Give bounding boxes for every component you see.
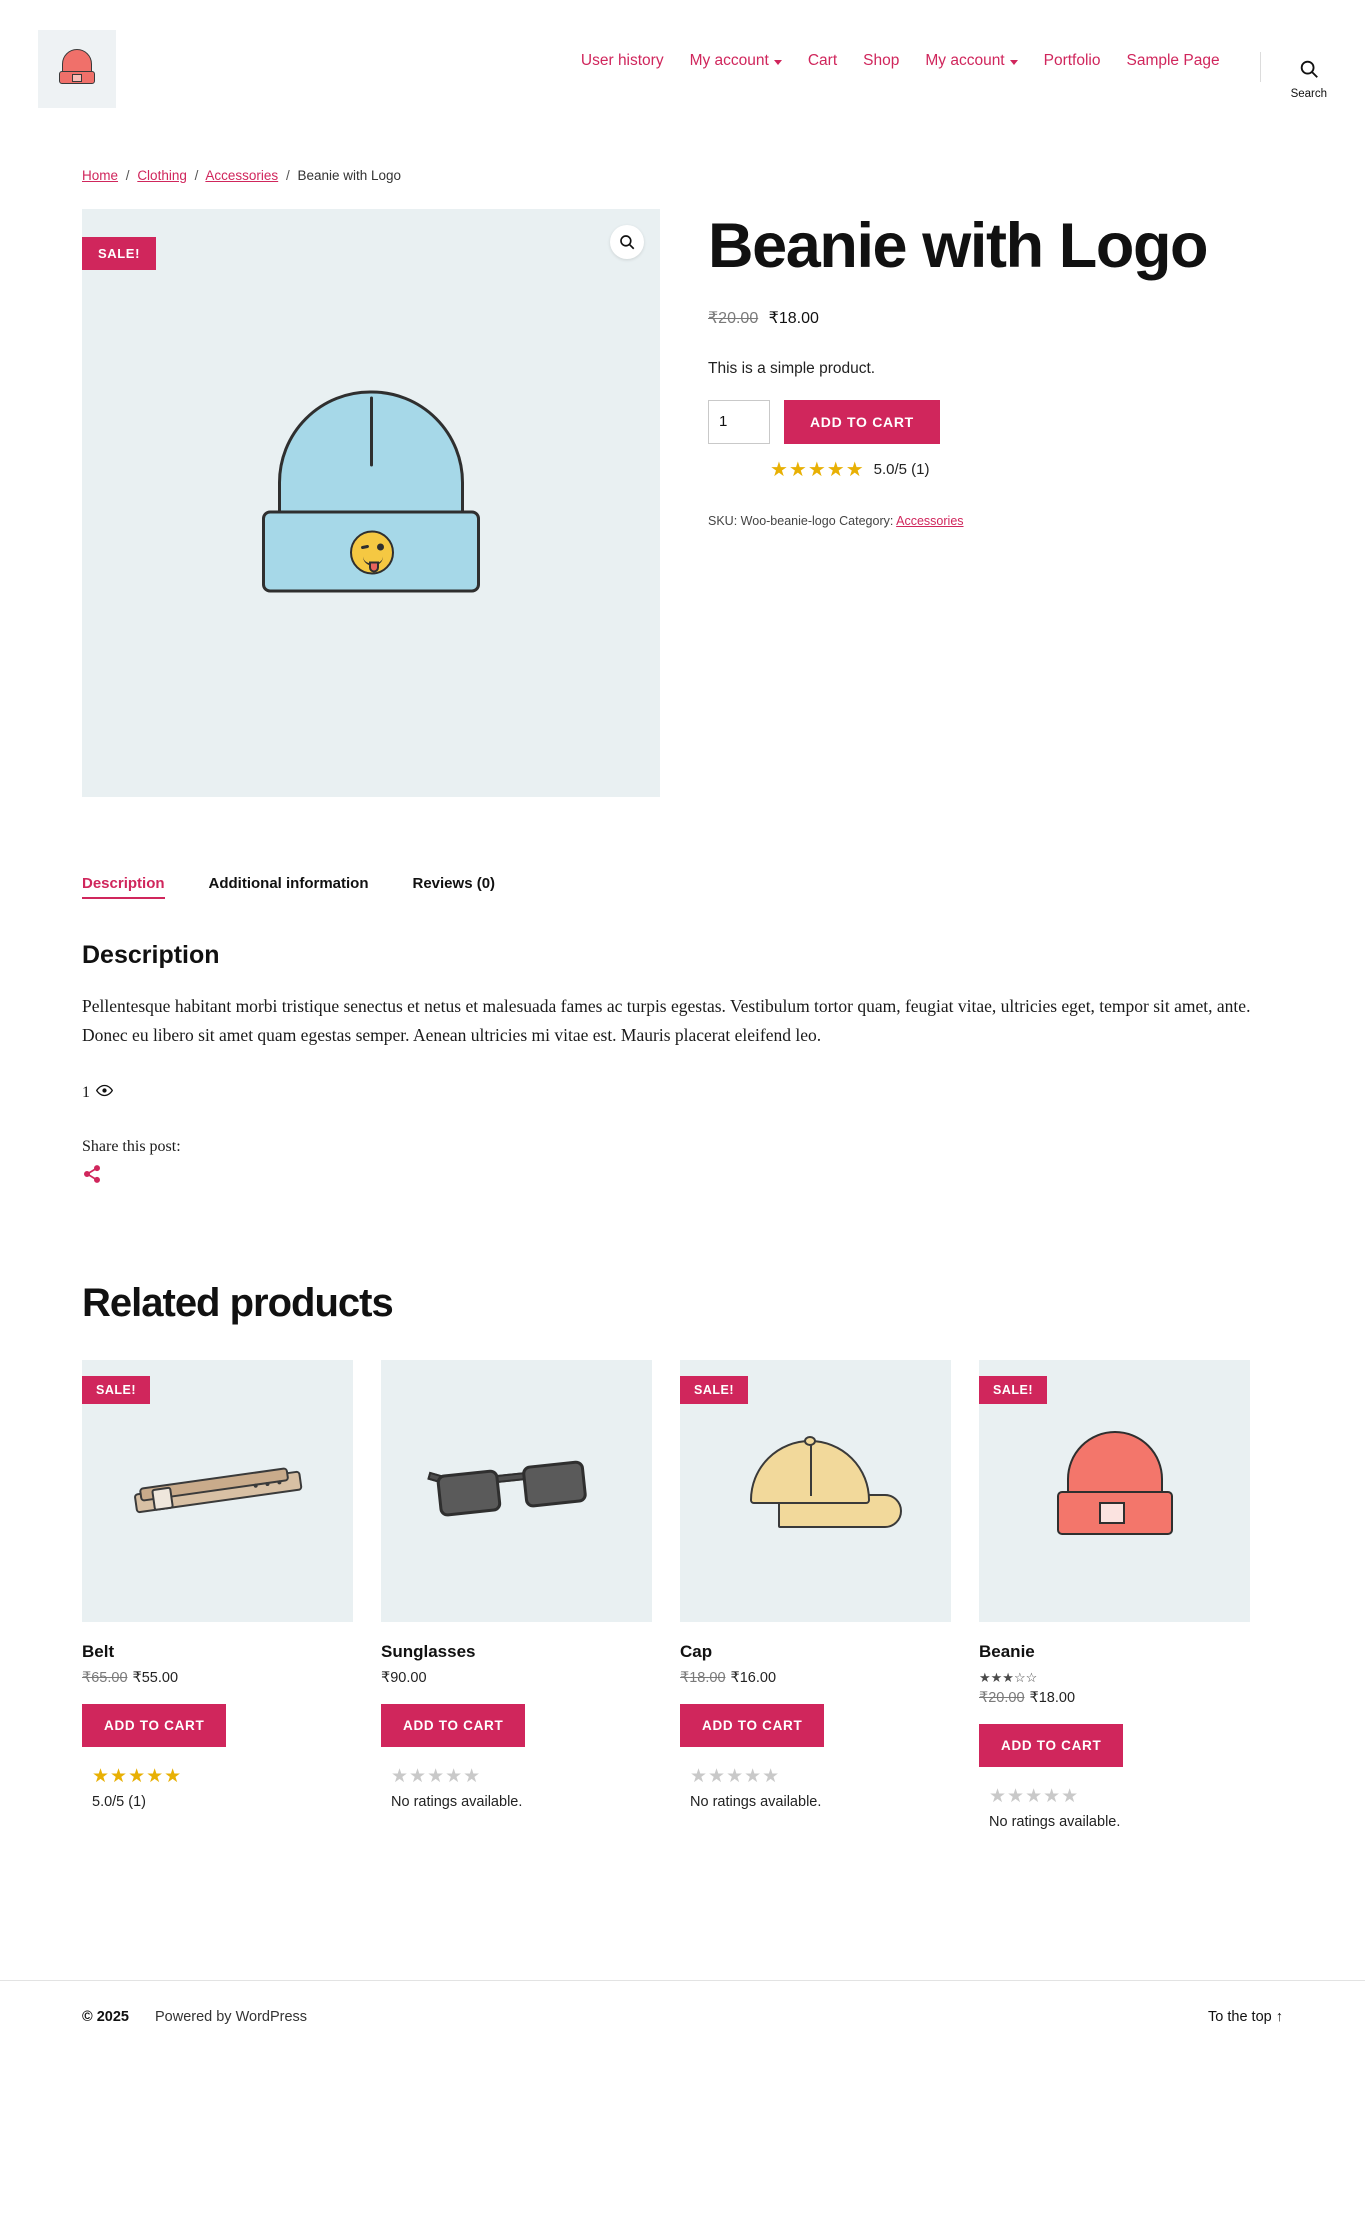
sale-badge: SALE! (979, 1376, 1047, 1404)
sunglasses-illustration-icon (429, 1452, 604, 1529)
view-count (82, 1084, 1283, 1102)
rating-stars: ★★★★★ (690, 1765, 781, 1787)
chevron-down-icon (1010, 60, 1018, 65)
beanie-logo-icon (57, 47, 97, 91)
product-card-sunglasses (381, 1360, 652, 1830)
rating-stars: ★★★★★ (989, 1785, 1080, 1807)
rating-text: 5.0/5 (1) (92, 1793, 146, 1810)
powered-by: Powered by WordPress (154, 2008, 308, 2025)
price-new: ₹16.00 (730, 1669, 777, 1686)
product-price (708, 308, 1283, 328)
breadcrumb (0, 108, 1365, 183)
product-image[interactable] (82, 209, 660, 797)
tab-additional-information[interactable]: Additional information (208, 875, 369, 892)
nav-label: Portfolio (1043, 52, 1101, 69)
product-rating (979, 1787, 1250, 1830)
sku-label: SKU: (708, 513, 738, 528)
nav-label: Shop (863, 52, 900, 69)
price-new: ₹55.00 (132, 1669, 179, 1686)
zoom-button[interactable] (610, 225, 644, 259)
product-rating (770, 460, 1283, 480)
add-to-cart-button[interactable]: ADD TO CART (979, 1724, 1123, 1767)
add-to-cart-button[interactable]: ADD TO CART (680, 1704, 824, 1747)
product-tabs-section (0, 797, 1365, 1189)
eye-icon (96, 1084, 113, 1102)
product-image[interactable] (979, 1360, 1250, 1622)
search-label: Search (1290, 88, 1327, 100)
nav-item-shop[interactable] (863, 52, 899, 70)
product-meta (708, 514, 1283, 528)
nav-label: Cart (807, 52, 838, 69)
nav-label: My account (925, 52, 1005, 69)
product-card-beanie (979, 1360, 1250, 1830)
share-label: Share this post: (82, 1137, 181, 1155)
to-the-top-link[interactable]: To the top ↑ (1208, 2008, 1283, 2025)
description-body: Pellentesque habitant morbi tristique senectus et netus et malesuada fames ac turpis egestas. Vestibulum tortor quam, feugiat vitae, ultricies eget, tempor sit amet, ante. Donec eu libero sit amet quam egestas semper. Aenean ultricies mi vitae est. Mauris placerat eleifend leo. (82, 996, 1251, 1045)
price-old: ₹20.00 (979, 1689, 1025, 1706)
breadcrumb-separator: / (285, 168, 290, 183)
breadcrumb-home[interactable]: Home (82, 168, 119, 183)
view-count-value: 1 (82, 1083, 90, 1101)
site-logo[interactable] (38, 30, 116, 108)
rating-text: No ratings available. (391, 1793, 523, 1810)
related-products-section (0, 1189, 1365, 1830)
nav-label: User history (580, 52, 664, 69)
product-price (381, 1670, 652, 1686)
product-section (0, 183, 1365, 797)
product-small-stars: ★★★☆☆ (979, 1669, 1038, 1685)
product-rating (680, 1767, 951, 1810)
sale-badge: SALE! (680, 1376, 748, 1404)
product-name[interactable]: Belt (82, 1641, 115, 1661)
rating-stars: ★★★★★ (92, 1765, 183, 1787)
tab-description[interactable]: Description (82, 875, 165, 899)
site-header (0, 0, 1365, 108)
share-icon[interactable] (82, 1164, 1283, 1189)
belt-illustration-icon (132, 1462, 303, 1519)
cap-illustration-icon (726, 1436, 906, 1546)
chevron-down-icon (774, 60, 782, 65)
sale-badge: SALE! (82, 1376, 150, 1404)
page-title: Beanie with Logo (708, 211, 1208, 281)
quantity-input[interactable] (708, 400, 770, 444)
product-card-belt (82, 1360, 353, 1830)
share-section (82, 1138, 1283, 1189)
related-products-grid (82, 1360, 1283, 1830)
beanie-illustration-icon (1055, 1427, 1175, 1555)
price-new: ₹18.00 (768, 309, 819, 327)
rating-text: No ratings available. (989, 1813, 1121, 1830)
nav-item-portfolio[interactable] (1044, 52, 1101, 70)
price-new: ₹18.00 (1029, 1689, 1076, 1706)
product-rating (381, 1767, 652, 1810)
related-heading: Related products (82, 1280, 393, 1325)
description-heading: Description (82, 941, 220, 969)
add-to-cart-button[interactable]: ADD TO CART (381, 1704, 525, 1747)
rating-text: No ratings available. (690, 1793, 822, 1810)
nav-item-my-account-2[interactable] (925, 52, 1017, 70)
add-to-cart-button[interactable]: ADD TO CART (82, 1704, 226, 1747)
nav-label: My account (689, 52, 769, 69)
product-name[interactable]: Beanie (979, 1641, 1035, 1661)
rating-stars: ★★★★★ (391, 1765, 482, 1787)
product-rating (82, 1767, 353, 1810)
breadcrumb-current: Beanie with Logo (297, 168, 402, 183)
product-name[interactable]: Sunglasses (381, 1641, 476, 1661)
footer-left (82, 2009, 307, 2025)
search-icon (1292, 52, 1326, 86)
sku-value: Woo-beanie-logo (740, 513, 836, 528)
product-image[interactable] (82, 1360, 353, 1622)
tab-reviews[interactable]: Reviews (0) (412, 875, 496, 892)
breadcrumb-accessories[interactable]: Accessories (205, 168, 279, 183)
price-new: ₹90.00 (381, 1669, 427, 1686)
price-old: ₹20.00 (708, 309, 759, 327)
beanie-illustration-icon (256, 381, 486, 626)
sale-badge: SALE! (82, 237, 156, 270)
nav-item-sample-page[interactable] (1127, 52, 1220, 70)
header-right (581, 30, 1327, 100)
category-label: Category: (839, 513, 894, 528)
copyright: © 2025 (82, 2008, 129, 2025)
product-summary (708, 209, 1283, 797)
nav-label: Sample Page (1126, 52, 1220, 69)
product-price (979, 1690, 1250, 1706)
nav-item-my-account-1[interactable] (690, 52, 782, 70)
rating-text: 5.0/5 (1) (873, 461, 930, 479)
main-navigation (581, 52, 1220, 70)
product-card-cap (680, 1360, 951, 1830)
search-button[interactable] (1291, 52, 1327, 100)
breadcrumb-clothing[interactable]: Clothing (137, 168, 187, 183)
add-to-cart-button[interactable]: ADD TO CART (784, 400, 940, 444)
product-price (82, 1670, 353, 1686)
add-to-cart-form (708, 400, 1283, 444)
breadcrumb-separator: / (125, 168, 130, 183)
rating-stars: ★★★★★ (770, 458, 865, 481)
category-link[interactable]: Accessories (896, 513, 964, 528)
product-image[interactable] (381, 1360, 652, 1622)
product-tabs (82, 875, 1283, 899)
site-footer (0, 1980, 1365, 2065)
nav-item-cart[interactable] (808, 52, 837, 70)
product-price (680, 1670, 951, 1686)
product-gallery (82, 209, 660, 797)
product-name[interactable]: Cap (680, 1641, 713, 1661)
nav-item-user-history[interactable] (581, 52, 664, 70)
product-image[interactable] (680, 1360, 951, 1622)
product-short-description: This is a simple product. (708, 359, 876, 377)
breadcrumb-separator: / (194, 168, 199, 183)
price-old: ₹18.00 (680, 1669, 726, 1686)
header-divider (1260, 52, 1261, 82)
price-old: ₹65.00 (82, 1669, 128, 1686)
